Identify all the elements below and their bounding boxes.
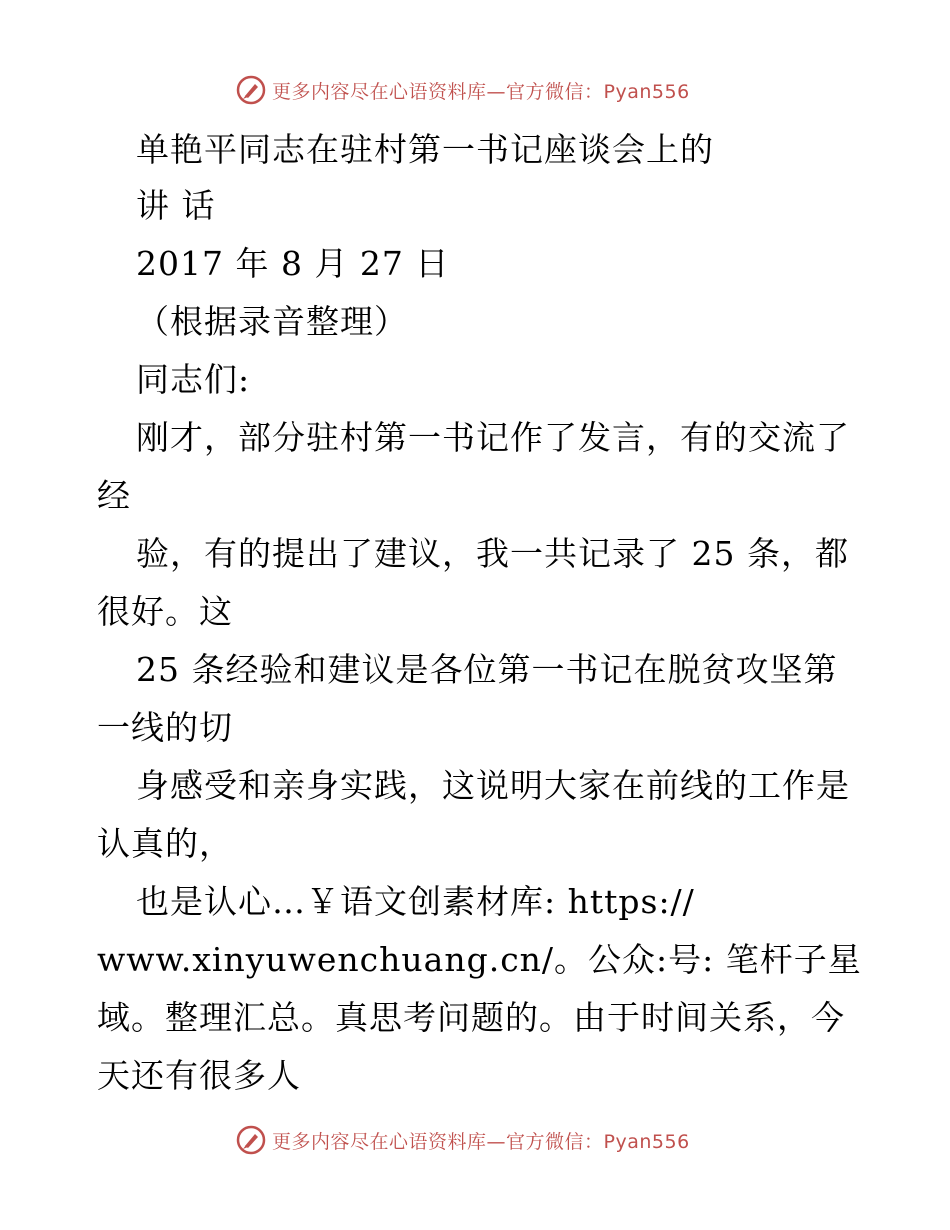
document-note: （根据录音整理） bbox=[136, 302, 408, 341]
paragraph-line: 也是认心…￥语文创素材库: https:// bbox=[136, 882, 695, 921]
pen-nib-logo-icon bbox=[236, 75, 266, 105]
paragraph-line: 天还有很多人 bbox=[97, 1056, 301, 1095]
paragraph-line: 验，有的提出了建议，我一共记录了 25 条，都 bbox=[136, 534, 849, 573]
paragraph-line: 身感受和亲身实践，这说明大家在前线的工作是 bbox=[136, 766, 850, 805]
paragraph-line: 很好。这 bbox=[97, 592, 233, 631]
document-title-line1: 单艳平同志在驻村第一书记座谈会上的 bbox=[136, 130, 714, 169]
paragraph-line: 认真的， bbox=[97, 824, 233, 863]
pen-nib-logo-icon bbox=[236, 1125, 266, 1155]
paragraph-line: 经 bbox=[97, 476, 131, 515]
document-date: 2017 年 8 月 27 日 bbox=[136, 244, 450, 283]
footer-banner bbox=[236, 1122, 690, 1158]
paragraph-line: 一线的切 bbox=[97, 708, 233, 747]
paragraph-line: 域。整理汇总。真思考问题的。由于时间关系，今 bbox=[97, 998, 845, 1037]
document-salutation: 同志们: bbox=[136, 360, 251, 399]
banner-text: 更多内容尽在心语资料库—官方微信：Pyan556 bbox=[272, 1130, 690, 1153]
header-banner bbox=[236, 72, 690, 108]
paragraph-line: 25 条经验和建议是各位第一书记在脱贫攻坚第 bbox=[136, 650, 838, 689]
banner-text: 更多内容尽在心语资料库—官方微信：Pyan556 bbox=[272, 80, 690, 103]
document-title-line2: 讲 话 bbox=[136, 186, 216, 225]
paragraph-line: 刚才，部分驻村第一书记作了发言，有的交流了 bbox=[136, 418, 850, 457]
paragraph-line: www.xinyuwenchuang.cn/。公众:号: 笔杆子星 bbox=[97, 940, 862, 979]
